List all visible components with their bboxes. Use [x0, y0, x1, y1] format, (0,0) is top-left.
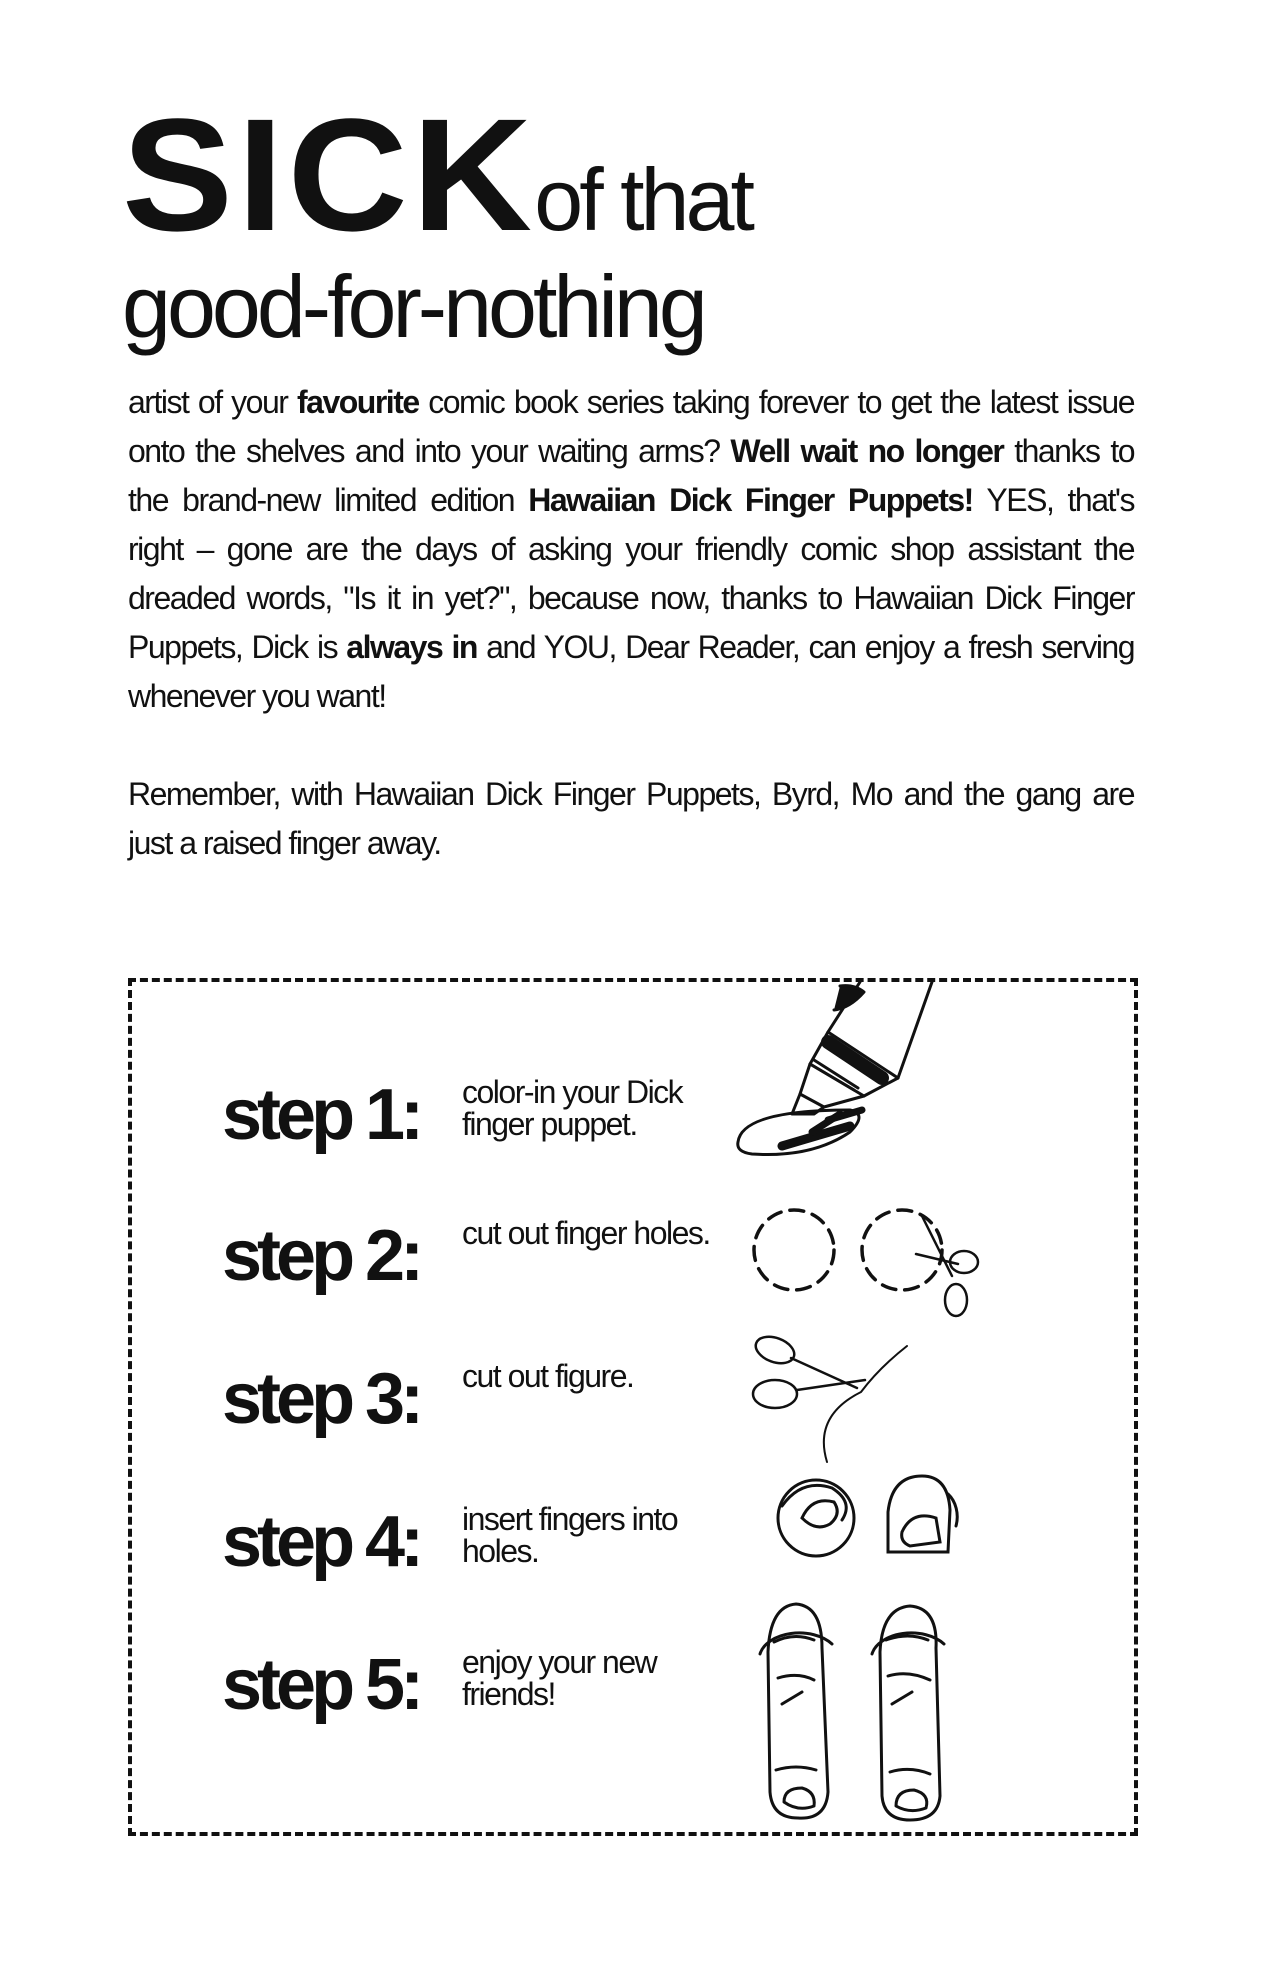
body-paragraph-1 — [128, 378, 1134, 721]
headline-line-2: good-for-nothing — [122, 257, 704, 356]
scissors-cut-icon — [747, 1332, 927, 1472]
step-label: step 1: — [222, 1075, 420, 1155]
raised-fingers-icon — [752, 1592, 972, 1822]
body-copy — [128, 378, 1134, 868]
bold-run: Hawaiian Dick Finger Puppets! — [528, 482, 973, 518]
headline-sick: SICK — [122, 85, 537, 264]
headline-line-1 — [122, 85, 751, 264]
text-run: and YOU, Dear Reader, can enjoy a fresh serving whenever you want! — [128, 629, 1135, 714]
step-text: color-in your Dick finger puppet. — [462, 1074, 683, 1142]
step-label: step 3: — [222, 1359, 420, 1439]
scissors-circles-icon — [752, 1192, 992, 1322]
step-text: insert fingers into holes. — [462, 1501, 678, 1569]
step-label: step 5: — [222, 1645, 420, 1725]
step-text: cut out figure. — [462, 1358, 634, 1394]
text-run: artist of your — [128, 384, 297, 420]
body-paragraph-2: Remember, with Hawaiian Dick Finger Puppets, Byrd, Mo and the gang are just a raised finger away. — [128, 776, 1134, 861]
bold-run: favourite — [297, 384, 419, 420]
bold-run: always in — [346, 629, 477, 665]
fingertips-icon — [772, 1462, 972, 1582]
headline-of-that: of that — [534, 150, 751, 249]
step-label: step 4: — [222, 1502, 420, 1582]
step-text: enjoy your new friends! — [462, 1644, 657, 1712]
crayon-icon — [732, 982, 972, 1172]
text-run: comic book series taking forever to get the latest issue onto the shelves and into your waiting arms? — [128, 384, 1135, 469]
text-run: thanks to the brand-new limited edition — [128, 433, 1135, 518]
step-text: cut out finger holes. — [462, 1215, 710, 1251]
instructions-box — [128, 978, 1138, 1836]
text-run: YES, that's right – gone are the days of asking your friendly comic shop assistant the dreaded words, "Is it in yet?", because now, thanks to Hawaiian Dick Finger Puppets, Dick is — [128, 482, 1135, 665]
bold-run: Well wait no longer — [730, 433, 1004, 469]
step-label: step 2: — [222, 1216, 420, 1296]
